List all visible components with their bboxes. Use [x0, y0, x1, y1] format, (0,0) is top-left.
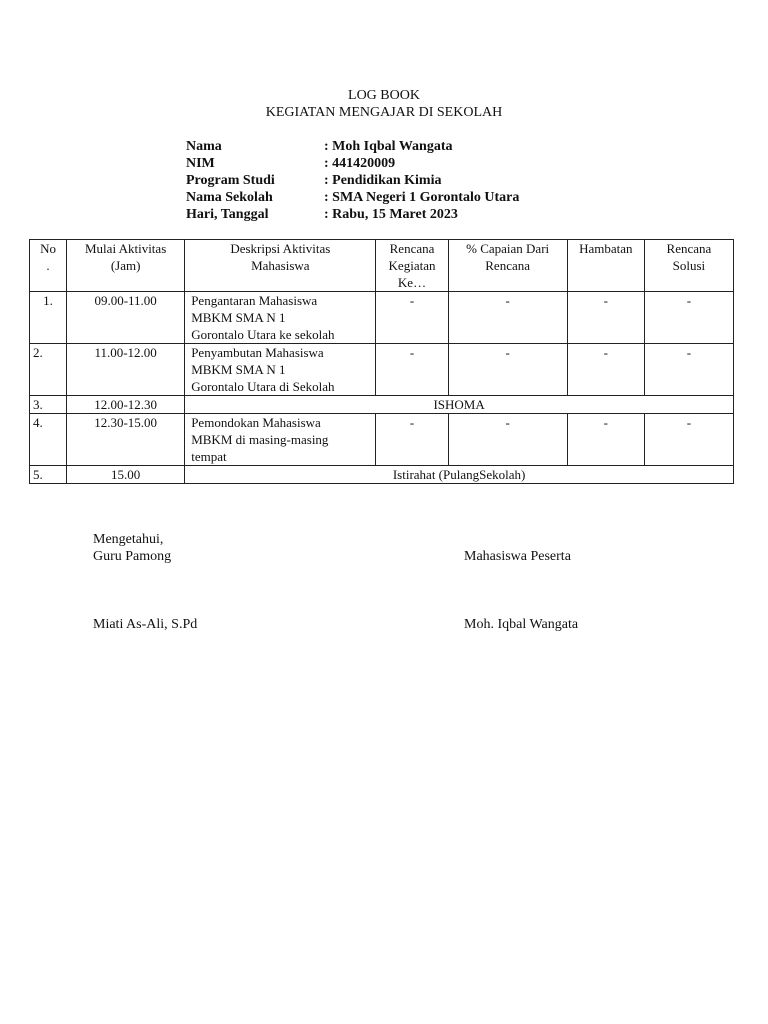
- student-name: Moh. Iqbal Wangata: [464, 617, 579, 632]
- row-no: 3.: [30, 396, 67, 414]
- header-text: Ke…: [397, 275, 427, 290]
- info-row-nama-sekolah: [186, 189, 519, 206]
- document-title: LOG BOOK: [348, 88, 420, 103]
- row-plan: -: [376, 344, 448, 396]
- info-row-nama: [186, 138, 519, 155]
- student-role: Mahasiswa Peserta: [464, 549, 571, 564]
- header-text: Mahasiswa: [251, 258, 310, 273]
- description-line: Penyambutan Mahasiswa: [191, 345, 324, 360]
- description-line: MBKM SMA N 1: [191, 362, 286, 377]
- header-obstacle: [567, 240, 644, 292]
- row-description: [185, 344, 376, 396]
- header-text: Hambatan: [579, 241, 633, 256]
- row-plan: -: [376, 292, 448, 344]
- row-obstacle: -: [567, 344, 644, 396]
- row-achievement: -: [448, 344, 567, 396]
- row-achievement: -: [448, 292, 567, 344]
- info-row-nim: [186, 155, 519, 172]
- header-text: (Jam): [110, 258, 141, 273]
- header-plan: [376, 240, 448, 292]
- row-solution: -: [644, 292, 733, 344]
- row-time: 12.30-15.00: [67, 414, 185, 466]
- row-merged-activity: ISHOMA: [185, 396, 734, 414]
- header-text: Kegiatan: [388, 258, 436, 273]
- row-obstacle: -: [567, 414, 644, 466]
- info-label: Program Studi: [186, 173, 275, 188]
- row-no: 5.: [30, 466, 67, 484]
- description-line: MBKM di masing-masing: [191, 432, 329, 447]
- header-text: Solusi: [672, 258, 706, 273]
- header-achievement: [448, 240, 567, 292]
- info-value: : Moh Iqbal Wangata: [324, 139, 453, 154]
- row-time: 09.00-11.00: [67, 292, 185, 344]
- table-header-row: [30, 240, 734, 292]
- info-value: : SMA Negeri 1 Gorontalo Utara: [324, 190, 520, 205]
- row-obstacle: -: [567, 292, 644, 344]
- row-achievement: -: [448, 414, 567, 466]
- description-line: Pemondokan Mahasiswa: [191, 415, 321, 430]
- header-text: Rencana: [666, 241, 712, 256]
- row-merged-activity: Istirahat (PulangSekolah): [185, 466, 734, 484]
- table-row: [30, 292, 734, 344]
- info-value: : Pendidikan Kimia: [324, 173, 442, 188]
- row-solution: -: [644, 344, 733, 396]
- row-time: 12.00-12.30: [67, 396, 185, 414]
- header-text: % Capaian Dari: [466, 241, 550, 256]
- row-description: [185, 414, 376, 466]
- table-row: [30, 396, 734, 414]
- description-line: MBKM SMA N 1: [191, 310, 286, 325]
- acknowledged-label: Mengetahui,: [93, 532, 164, 547]
- guru-name: Miati As-Ali, S.Pd: [93, 617, 198, 632]
- table-row: [30, 414, 734, 466]
- row-no: 2.: [30, 344, 67, 396]
- description-line: Gorontalo Utara di Sekolah: [191, 379, 335, 394]
- info-label: Nama: [186, 139, 222, 154]
- description-line: tempat: [191, 449, 227, 464]
- description-line: Gorontalo Utara ke sekolah: [191, 327, 335, 342]
- row-description: [185, 292, 376, 344]
- header-description: [185, 240, 376, 292]
- header-text: Deskripsi Aktivitas: [230, 241, 331, 256]
- header-text: Mulai Aktivitas: [85, 241, 167, 256]
- info-label: Nama Sekolah: [186, 190, 273, 205]
- activity-table: [29, 239, 734, 484]
- guru-role: Guru Pamong: [93, 549, 172, 564]
- table-row: [30, 466, 734, 484]
- header-text: No: [40, 241, 56, 256]
- header-solution: [644, 240, 733, 292]
- row-time: 11.00-12.00: [67, 344, 185, 396]
- info-value: : Rabu, 15 Maret 2023: [324, 207, 458, 222]
- info-row-hari-tanggal: [186, 206, 519, 223]
- row-plan: -: [376, 414, 448, 466]
- row-no: 1.: [30, 292, 67, 344]
- info-value: : 441420009: [324, 156, 396, 171]
- header-text: Rencana: [485, 258, 531, 273]
- header-text: .: [46, 258, 50, 273]
- row-no: 4.: [30, 414, 67, 466]
- header-no: [30, 240, 67, 292]
- document-subtitle: KEGIATAN MENGAJAR DI SEKOLAH: [265, 105, 503, 120]
- info-label: Hari, Tanggal: [186, 207, 269, 222]
- row-solution: -: [644, 414, 733, 466]
- table-row: [30, 344, 734, 396]
- row-time: 15.00: [67, 466, 185, 484]
- header-text: Rencana: [389, 241, 435, 256]
- identity-block: [186, 138, 519, 223]
- description-line: Pengantaran Mahasiswa: [191, 293, 318, 308]
- header-time: [67, 240, 185, 292]
- info-label: NIM: [186, 156, 215, 171]
- info-row-program-studi: [186, 172, 519, 189]
